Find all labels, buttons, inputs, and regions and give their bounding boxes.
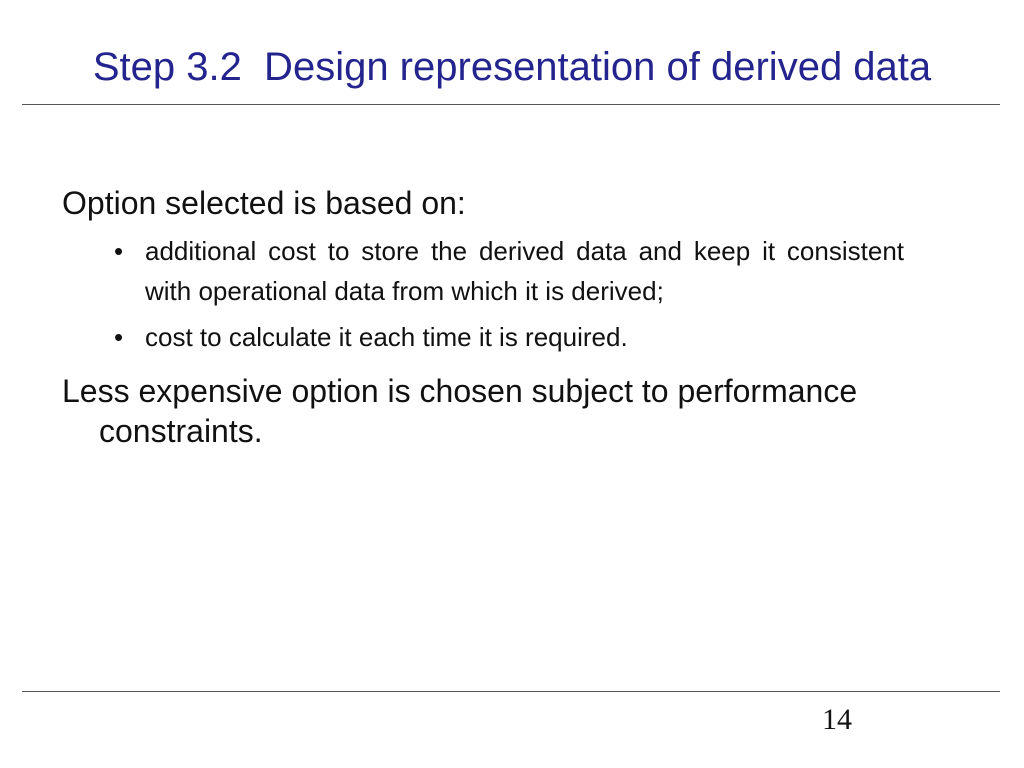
- bullet-text: cost to calculate it each time it is required.: [145, 322, 628, 352]
- slide-content: [62, 183, 922, 451]
- lead-paragraph: Option selected is based on:: [62, 185, 466, 221]
- bullet-item: [114, 317, 904, 357]
- conclusion-paragraph: Less expensive option is chosen subject to performance constraints.: [62, 373, 858, 449]
- bullet-icon: •: [114, 322, 124, 352]
- bullet-text: additional cost to store the derived data and keep it consistent with operational data from which it is derived;: [145, 236, 904, 306]
- slide-title: Step 3.2 Design representation of derived data: [92, 45, 932, 89]
- page-number: 14: [822, 703, 852, 736]
- bullet-icon: •: [114, 236, 124, 266]
- bullet-item: [114, 231, 904, 311]
- bullet-list: [114, 231, 904, 357]
- title-divider: [22, 104, 1000, 105]
- footer-divider: [22, 691, 1000, 692]
